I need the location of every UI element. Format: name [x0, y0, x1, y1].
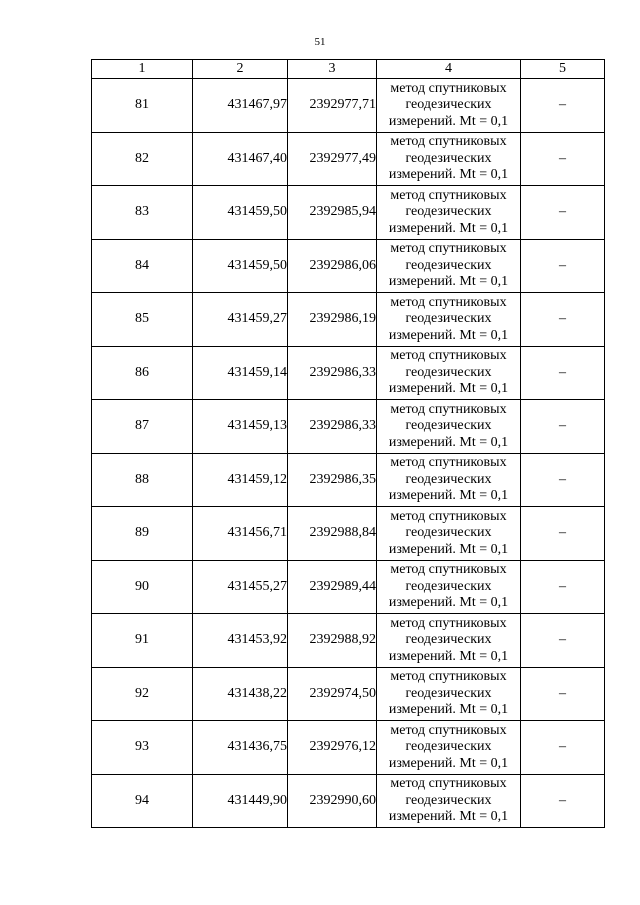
- method-line: геодезических: [405, 471, 492, 487]
- method-cell: [377, 721, 521, 775]
- method-line: геодезических: [405, 578, 492, 594]
- coordinate-x-cell: 431455,27: [193, 560, 288, 614]
- table-row: [92, 721, 605, 775]
- note-cell: –: [521, 667, 605, 721]
- column-header-3: 3: [288, 60, 377, 79]
- note-cell: –: [521, 614, 605, 668]
- point-number-cell: 92: [92, 667, 193, 721]
- method-line: метод спутниковых: [390, 134, 507, 149]
- note-cell: –: [521, 132, 605, 186]
- method-line: измерений. Mt = 0,1: [388, 809, 509, 824]
- method-line: измерений. Mt = 0,1: [388, 595, 509, 610]
- coordinate-x-cell: 431438,22: [193, 667, 288, 721]
- column-header-4: 4: [377, 60, 521, 79]
- coordinate-x-cell: 431453,92: [193, 614, 288, 668]
- table-row: [92, 186, 605, 240]
- coordinate-y-cell: 2392977,49: [288, 132, 377, 186]
- method-line: измерений. Mt = 0,1: [388, 327, 509, 343]
- table-row: [92, 293, 605, 347]
- method-line: измерений. Mt = 0,1: [388, 113, 509, 129]
- method-cell: [377, 346, 521, 400]
- coordinate-x-cell: 431459,13: [193, 400, 288, 454]
- note-cell: –: [521, 774, 605, 828]
- method-cell: [377, 132, 521, 186]
- method-line: геодезических: [405, 204, 492, 219]
- method-line: измерений. Mt = 0,1: [388, 488, 509, 503]
- method-line: измерений. Mt = 0,1: [388, 702, 509, 717]
- point-number-cell: 83: [92, 186, 193, 240]
- column-header-2: 2: [193, 60, 288, 79]
- method-line: метод спутниковых: [390, 187, 507, 203]
- coordinate-y-cell: 2392974,50: [288, 667, 377, 721]
- point-number-cell: 87: [92, 400, 193, 454]
- method-line: метод спутниковых: [390, 669, 507, 684]
- coordinate-y-cell: 2392977,71: [288, 79, 377, 133]
- method-line: геодезических: [405, 632, 492, 647]
- table-row: [92, 667, 605, 721]
- method-cell: [377, 453, 521, 507]
- method-line: геодезических: [405, 418, 492, 433]
- coordinate-x-cell: 431467,97: [193, 79, 288, 133]
- point-number-cell: 89: [92, 507, 193, 561]
- method-line: измерений. Mt = 0,1: [388, 167, 509, 182]
- method-line: геодезических: [405, 311, 492, 326]
- method-cell: [377, 239, 521, 293]
- method-line: метод спутниковых: [390, 348, 507, 363]
- point-number-cell: 84: [92, 239, 193, 293]
- note-cell: –: [521, 346, 605, 400]
- method-cell: [377, 614, 521, 668]
- method-line: геодезических: [405, 97, 492, 112]
- coordinate-y-cell: 2392985,94: [288, 186, 377, 240]
- note-cell: –: [521, 400, 605, 454]
- note-cell: –: [521, 239, 605, 293]
- table-row: [92, 774, 605, 828]
- coordinate-y-cell: 2392986,19: [288, 293, 377, 347]
- note-cell: –: [521, 79, 605, 133]
- point-number-cell: 93: [92, 721, 193, 775]
- table-row: [92, 400, 605, 454]
- method-line: измерений. Mt = 0,1: [388, 434, 509, 450]
- method-line: геодезических: [405, 257, 492, 273]
- method-line: метод спутниковых: [390, 508, 507, 524]
- method-cell: [377, 560, 521, 614]
- method-line: геодезических: [405, 150, 492, 166]
- method-line: геодезических: [405, 739, 492, 754]
- method-cell: [377, 79, 521, 133]
- method-line: метод спутниковых: [390, 562, 507, 577]
- point-number-cell: 85: [92, 293, 193, 347]
- note-cell: –: [521, 293, 605, 347]
- table-row: [92, 346, 605, 400]
- coordinate-y-cell: 2392986,33: [288, 346, 377, 400]
- method-line: геодезических: [405, 525, 492, 540]
- method-line: метод спутниковых: [390, 401, 507, 417]
- coordinate-y-cell: 2392989,44: [288, 560, 377, 614]
- coordinate-y-cell: 2392986,35: [288, 453, 377, 507]
- method-line: измерений. Mt = 0,1: [388, 381, 509, 396]
- method-line: метод спутниковых: [390, 80, 507, 96]
- table-row: [92, 614, 605, 668]
- column-header-1: 1: [92, 60, 193, 79]
- table-header-row: [92, 60, 605, 79]
- method-line: метод спутниковых: [390, 776, 507, 791]
- method-cell: [377, 507, 521, 561]
- point-number-cell: 81: [92, 79, 193, 133]
- point-number-cell: 94: [92, 774, 193, 828]
- coordinate-y-cell: 2392986,33: [288, 400, 377, 454]
- coordinate-x-cell: 431459,50: [193, 186, 288, 240]
- method-line: измерений. Mt = 0,1: [388, 648, 509, 664]
- method-line: метод спутниковых: [390, 615, 507, 631]
- note-cell: –: [521, 560, 605, 614]
- note-cell: –: [521, 453, 605, 507]
- coordinate-y-cell: 2392990,60: [288, 774, 377, 828]
- note-cell: –: [521, 507, 605, 561]
- coordinate-y-cell: 2392986,06: [288, 239, 377, 293]
- table-body: [92, 79, 605, 828]
- coordinate-x-cell: 431459,27: [193, 293, 288, 347]
- method-cell: [377, 186, 521, 240]
- method-cell: [377, 774, 521, 828]
- coordinate-x-cell: 431456,71: [193, 507, 288, 561]
- coordinate-x-cell: 431459,14: [193, 346, 288, 400]
- column-header-5: 5: [521, 60, 605, 79]
- method-line: геодезических: [405, 685, 492, 701]
- method-line: измерений. Mt = 0,1: [388, 755, 509, 771]
- note-cell: –: [521, 721, 605, 775]
- method-line: геодезических: [405, 792, 492, 808]
- point-number-cell: 90: [92, 560, 193, 614]
- coordinate-x-cell: 431467,40: [193, 132, 288, 186]
- point-number-cell: 91: [92, 614, 193, 668]
- page-number: 51: [314, 36, 326, 48]
- note-cell: –: [521, 186, 605, 240]
- coordinate-y-cell: 2392976,12: [288, 721, 377, 775]
- method-cell: [377, 400, 521, 454]
- coordinates-table: [91, 59, 605, 828]
- coordinate-x-cell: 431436,75: [193, 721, 288, 775]
- coordinate-y-cell: 2392988,84: [288, 507, 377, 561]
- method-cell: [377, 293, 521, 347]
- method-line: метод спутниковых: [390, 722, 507, 738]
- point-number-cell: 82: [92, 132, 193, 186]
- table-row: [92, 239, 605, 293]
- method-cell: [377, 667, 521, 721]
- coordinate-x-cell: 431449,90: [193, 774, 288, 828]
- method-line: измерений. Mt = 0,1: [388, 541, 509, 557]
- point-number-cell: 88: [92, 453, 193, 507]
- table-row: [92, 507, 605, 561]
- method-line: геодезических: [405, 364, 492, 380]
- coordinate-x-cell: 431459,12: [193, 453, 288, 507]
- method-line: метод спутниковых: [390, 241, 507, 256]
- method-line: метод спутниковых: [390, 294, 507, 310]
- table-row: [92, 132, 605, 186]
- coordinate-y-cell: 2392988,92: [288, 614, 377, 668]
- method-line: измерений. Mt = 0,1: [388, 220, 509, 236]
- method-line: метод спутниковых: [390, 455, 507, 470]
- table-row: [92, 560, 605, 614]
- coordinate-x-cell: 431459,50: [193, 239, 288, 293]
- method-line: измерений. Mt = 0,1: [388, 274, 509, 289]
- point-number-cell: 86: [92, 346, 193, 400]
- table-row: [92, 453, 605, 507]
- table-row: [92, 79, 605, 133]
